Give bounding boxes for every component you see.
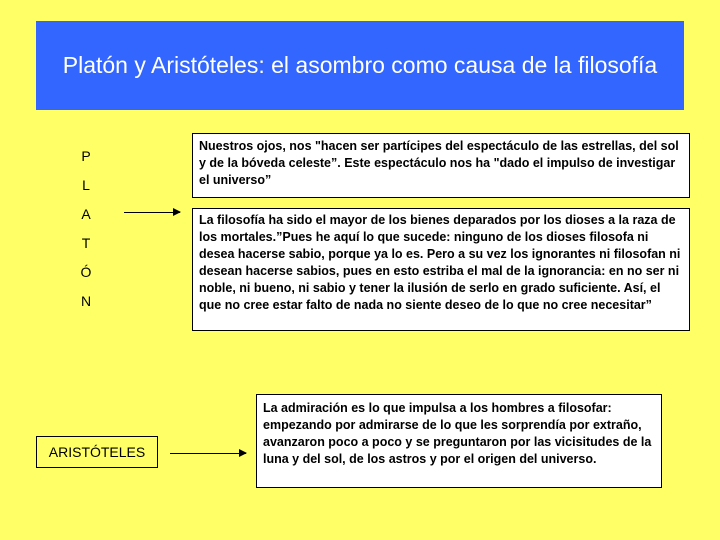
aristoteles-arrow (170, 453, 246, 454)
platon-letter: T (81, 235, 91, 251)
platon-letter: P (81, 148, 91, 164)
aristoteles-quote: La admiración es lo que impulsa a los hombres a filosofar: empezando por admirarse de lo que les sorprendía por extraño, avanzaron poco a poco y se preguntaron por las vicisitudes de la luna y del sol, de los astros y por el origen del universo. (263, 401, 652, 466)
slide-title: Platón y Aristóteles: el asombro como causa de la filosofía (36, 21, 684, 110)
platon-vertical-label (76, 142, 96, 316)
platon-letter: N (80, 293, 92, 309)
platon-quote-box-1 (192, 133, 690, 198)
platon-letter: L (82, 177, 90, 193)
platon-arrow (124, 212, 180, 213)
platon-quote-1: Nuestros ojos, nos "hacen ser partícipes del espectáculo de las estrellas, del sol y de la bóveda celeste”. Este espectáculo nos ha "dado el impulso de investigar el universo” (199, 139, 679, 187)
platon-quote-2: La filosofía ha sido el mayor de los bienes deparados por los dioses a la raza de los mortales.”Pues he aquí lo que sucede: ninguno de los dioses filosofa ni desea hacerse sabio, porque ya lo es. Pero a su vez los ignorantes ni filosofan ni desean hacerse sabios, pues en esto estriba el mal de la ignorancia: en no ser ni noble, ni bueno, ni sabio y tener la ilusión de serlo en grado suficiente. Así, el que no cree estar falto de nada no siente deseo de lo que no cree necesitar” (199, 213, 681, 312)
aristoteles-label-box (36, 436, 158, 468)
platon-letter: A (81, 206, 91, 222)
platon-quote-box-2 (192, 208, 690, 331)
aristoteles-quote-box (256, 394, 662, 488)
aristoteles-label: ARISTÓTELES (48, 444, 146, 460)
platon-letter: Ó (80, 264, 92, 280)
